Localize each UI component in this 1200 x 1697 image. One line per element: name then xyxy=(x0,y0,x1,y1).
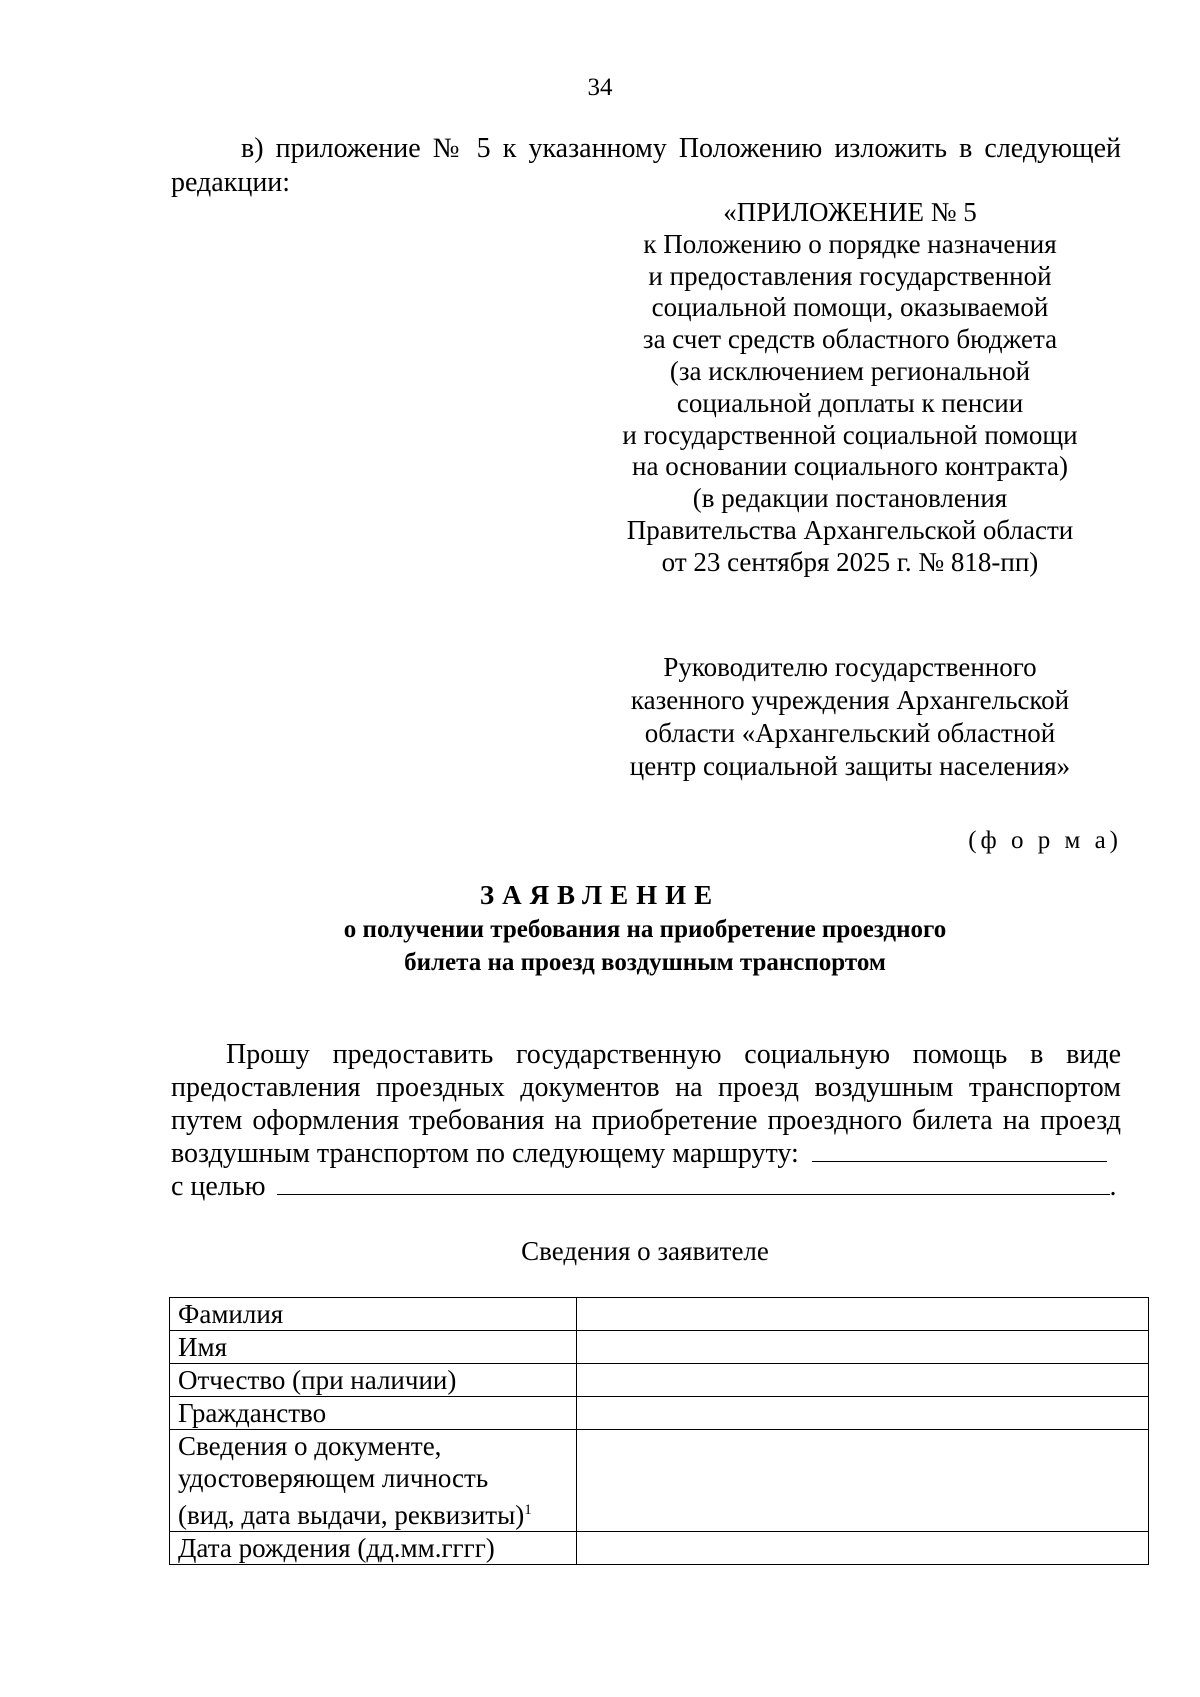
section-title: Сведения о заявителе xyxy=(521,1236,769,1266)
table-value-cell[interactable] xyxy=(577,1298,1149,1331)
table-label-cell xyxy=(170,1430,577,1532)
table-row xyxy=(170,1397,1149,1430)
addressee-line: области «Архангельский областной xyxy=(644,718,1056,748)
table-label-cell: Отчество (при наличии) xyxy=(170,1364,577,1397)
label-line: удостоверяющем личность xyxy=(178,1463,489,1493)
table-value-cell[interactable] xyxy=(577,1397,1149,1430)
document-subtitle xyxy=(0,913,1200,979)
label-text: (вид, дата выдачи, реквизиты) xyxy=(178,1500,525,1530)
body-line: путем оформления требования на приобретение проездного билета на проезд xyxy=(171,1105,1121,1136)
table-row xyxy=(170,1430,1149,1532)
table-label-cell: Гражданство xyxy=(170,1397,577,1430)
route-blank[interactable] xyxy=(812,1137,1107,1162)
appendix-line: «ПРИЛОЖЕНИЕ № 5 xyxy=(723,197,977,227)
body-line: предоставления проездных документов на проезд воздушным транспортом xyxy=(171,1072,1121,1103)
subtitle-line: билета на проезд воздушным транспортом xyxy=(404,949,886,976)
applicant-table xyxy=(169,1297,1149,1565)
intro-line: в) приложение № 5 к указанному Положению изложить в следующей xyxy=(241,133,1121,164)
table-value-cell[interactable] xyxy=(577,1331,1149,1364)
body-line: воздушным транспортом по следующему маршруту: xyxy=(171,1138,799,1169)
addressee-block xyxy=(600,651,1100,783)
appendix-line: Правительства Архангельской области xyxy=(626,514,1074,545)
table-row xyxy=(170,1298,1149,1331)
page-number: 34 xyxy=(587,74,613,101)
table-label-cell: Дата рождения (дд.мм.гггг) xyxy=(170,1532,577,1565)
appendix-line: и государственной социальной помощи xyxy=(622,419,1078,450)
body-line-route xyxy=(171,1137,1121,1170)
appendix-line: к Положению о порядке назначения xyxy=(643,228,1057,259)
appendix-line: за счет средств областного бюджета xyxy=(642,324,1058,355)
table-value-cell[interactable] xyxy=(577,1430,1149,1532)
footnote-marker: 1 xyxy=(524,1502,532,1518)
table-value-cell[interactable] xyxy=(577,1364,1149,1397)
appendix-header xyxy=(600,197,1100,579)
intro-paragraph xyxy=(171,132,1121,200)
document-title: ЗАЯВЛЕНИЕ xyxy=(479,880,721,910)
body-line: Прошу предоставить государственную социальную помощь в виде xyxy=(226,1039,1121,1070)
body-line-purpose xyxy=(171,1170,1121,1203)
label-line: Сведения о документе, xyxy=(178,1431,442,1461)
table-row xyxy=(170,1532,1149,1565)
appendix-line: социальной помощи, оказываемой xyxy=(651,292,1049,323)
table-row xyxy=(170,1364,1149,1397)
body-line-period: . xyxy=(1109,1171,1117,1202)
addressee-line: казенного учреждения Архангельской xyxy=(630,685,1070,715)
purpose-blank[interactable] xyxy=(277,1170,1110,1195)
appendix-line: на основании социального контракта) xyxy=(632,451,1068,482)
label-line xyxy=(178,1494,568,1531)
intro-line: редакции: xyxy=(171,167,291,198)
table-value-cell[interactable] xyxy=(577,1532,1149,1565)
form-label: (ф о р м а) xyxy=(968,827,1122,854)
table-label-cell: Фамилия xyxy=(170,1298,577,1331)
addressee-line: Руководителю государственного xyxy=(663,652,1037,682)
body-line: с целью xyxy=(171,1171,266,1202)
appendix-line: (в редакции постановления xyxy=(692,483,1008,514)
table-row xyxy=(170,1331,1149,1364)
addressee-line: центр социальной защиты населения» xyxy=(629,751,1071,781)
subtitle-line: о получении требования на приобретение проездного xyxy=(343,916,947,943)
appendix-line: и предоставления государственной xyxy=(648,260,1052,291)
appendix-line: от 23 сентября 2025 г. № 818-пп) xyxy=(661,546,1039,577)
table-label-cell: Имя xyxy=(170,1331,577,1364)
request-paragraph xyxy=(171,1038,1121,1203)
appendix-line: социальной доплаты к пенсии xyxy=(676,387,1024,418)
appendix-line: (за исключением региональной xyxy=(669,355,1031,386)
